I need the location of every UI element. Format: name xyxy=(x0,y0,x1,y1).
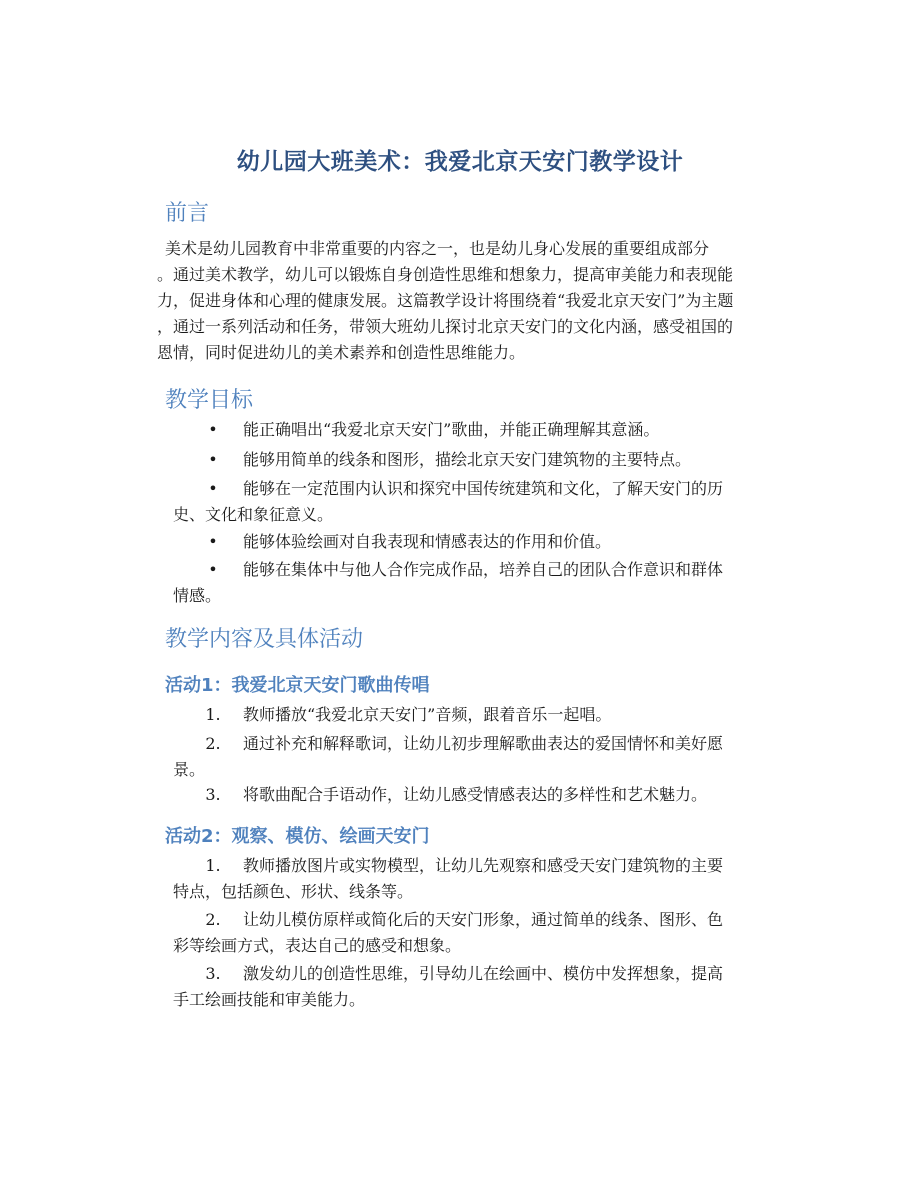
step-text-continued: 景。 xyxy=(173,760,206,779)
goal-text-continued: 史、文化和象征意义。 xyxy=(173,505,334,524)
preface-line: 美术是幼儿园教育中非常重要的内容之一，也是幼儿身心发展的重要组成部分 xyxy=(165,239,710,258)
step-number: 3. xyxy=(205,785,221,804)
preface-heading: 前言 xyxy=(165,201,210,226)
goal-item xyxy=(165,529,787,555)
step-text: 激发幼儿的创造性思维，引导幼儿在绘画中、模仿中发挥想象，提高 xyxy=(243,964,724,983)
step-text: 将歌曲配合手语动作，让幼儿感受情感表达的多样性和艺术魅力。 xyxy=(243,785,708,804)
goal-text-continued: 情感。 xyxy=(173,586,222,605)
preface-line: 。通过美术教学，幼儿可以锻炼自身创造性思维和想象力，提高审美能力和表现能 xyxy=(157,265,734,284)
goal-text: 能够在集体中与他人合作完成作品，培养自己的团队合作意识和群体 xyxy=(243,560,724,579)
goals-heading: 教学目标 xyxy=(165,388,254,413)
activity1-step xyxy=(165,702,787,728)
step-text-continued: 特点，包括颜色、形状、线条等。 xyxy=(173,882,414,901)
activity1-step xyxy=(165,731,787,783)
bullet-icon: • xyxy=(208,479,218,498)
document-title: 幼儿园大班美术：我爱北京天安门教学设计 xyxy=(236,149,684,175)
step-number: 1. xyxy=(205,705,221,724)
step-number: 2. xyxy=(205,910,221,929)
goal-item xyxy=(165,417,787,443)
step-text: 通过补充和解释歌词，让幼儿初步理解歌曲表达的爱国情怀和美好愿 xyxy=(243,734,724,753)
bullet-icon: • xyxy=(208,560,218,579)
step-number: 3. xyxy=(205,964,221,983)
activity2-step xyxy=(165,961,787,1013)
goal-item xyxy=(165,447,787,473)
activity1-heading: 活动1：我爱北京天安门歌曲传唱 xyxy=(165,675,430,696)
step-text: 教师播放“我爱北京天安门”音频，跟着音乐一起唱。 xyxy=(243,705,612,724)
activity2-step xyxy=(165,907,787,959)
step-text: 让幼儿模仿原样或简化后的天安门形象，通过简单的线条、图形、色 xyxy=(243,910,724,929)
preface-line: 力，促进身体和心理的健康发展。这篇教学设计将围绕着“我爱北京天安门”为主题 xyxy=(157,291,734,310)
step-number: 1. xyxy=(205,856,221,875)
activity2-step xyxy=(165,853,787,905)
step-number: 2. xyxy=(205,734,221,753)
step-text: 教师播放图片或实物模型，让幼儿先观察和感受天安门建筑物的主要 xyxy=(243,856,724,875)
bullet-icon: • xyxy=(208,420,218,439)
step-text-continued: 手工绘画技能和审美能力。 xyxy=(173,990,366,1009)
preface-line: ，通过一系列活动和任务，带领大班幼儿探讨北京天安门的文化内涵，感受祖国的 xyxy=(157,317,734,336)
goal-item xyxy=(165,557,787,609)
bullet-icon: • xyxy=(208,532,218,551)
preface-line: 恩情，同时促进幼儿的美术素养和创造性思维能力。 xyxy=(157,343,526,362)
goal-text: 能够用简单的线条和图形，描绘北京天安门建筑物的主要特点。 xyxy=(243,450,692,469)
activity1-step xyxy=(165,782,787,808)
goal-item xyxy=(165,476,787,528)
bullet-icon: • xyxy=(208,450,218,469)
goal-text: 能正确唱出“我爱北京天安门”歌曲，并能正确理解其意涵。 xyxy=(243,420,660,439)
content-heading: 教学内容及具体活动 xyxy=(165,627,364,652)
goal-text: 能够在一定范围内认识和探究中国传统建筑和文化，了解天安门的历 xyxy=(243,479,724,498)
preface-paragraph xyxy=(157,236,787,366)
goal-text: 能够体验绘画对自我表现和情感表达的作用和价值。 xyxy=(243,532,612,551)
activity2-heading: 活动2：观察、模仿、绘画天安门 xyxy=(165,826,430,847)
step-text-continued: 彩等绘画方式，表达自己的感受和想象。 xyxy=(173,936,462,955)
